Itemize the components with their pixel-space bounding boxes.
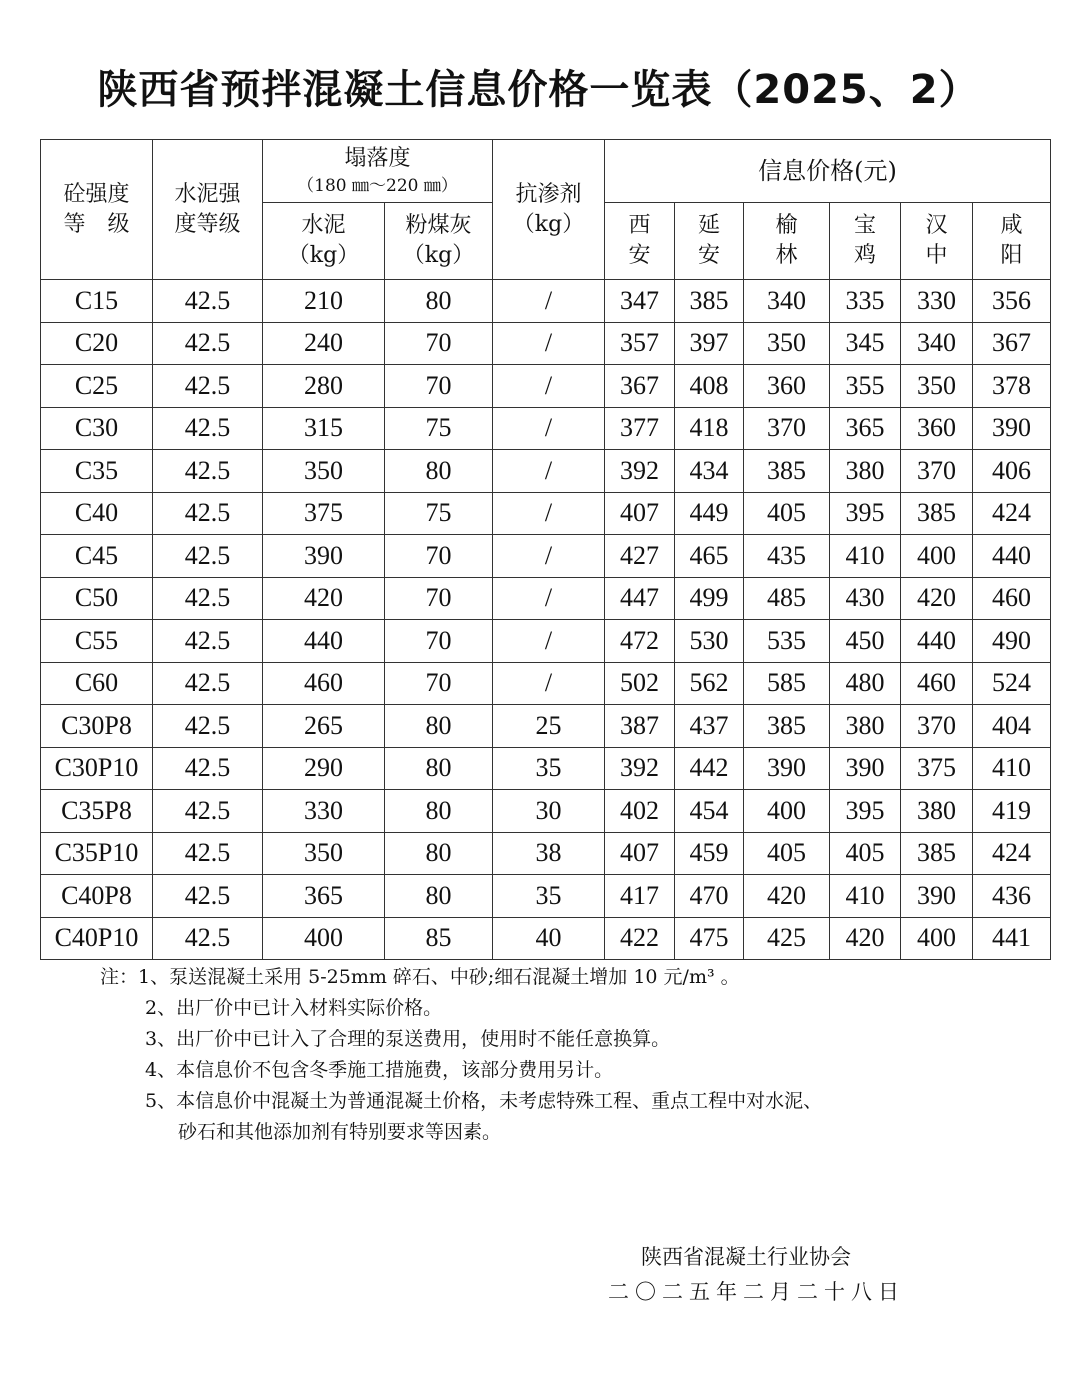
table-cell: 460: [901, 662, 973, 705]
table-cell: 70: [385, 577, 493, 620]
table-cell: 375: [263, 492, 385, 535]
header-city-baoji: 宝 鸡: [830, 203, 901, 280]
table-cell: 42.5: [153, 790, 263, 833]
header-cement-grade: 水泥强 度等级: [153, 140, 263, 280]
table-cell: 562: [675, 662, 744, 705]
table-cell: 405: [744, 832, 830, 875]
table-cell: 407: [605, 492, 675, 535]
table-cell: 70: [385, 662, 493, 705]
table-cell: 355: [830, 365, 901, 408]
table-row: [41, 322, 1051, 365]
table-cell: 380: [830, 450, 901, 493]
table-cell: C40: [41, 492, 153, 535]
table-cell: 424: [973, 832, 1051, 875]
table-cell: 390: [744, 747, 830, 790]
table-cell: 280: [263, 365, 385, 408]
table-cell: 42.5: [153, 875, 263, 918]
note-line: 注：1、泵送混凝土采用 5-25mm 碎石、中砂;细石混凝土增加 10 元/m³ 。: [100, 966, 740, 988]
table-cell: 25: [493, 705, 605, 748]
table-cell: 390: [901, 875, 973, 918]
table-row: [41, 577, 1051, 620]
table-row: [41, 365, 1051, 408]
table-cell: 378: [973, 365, 1051, 408]
table-cell: C35P8: [41, 790, 153, 833]
table-cell: 400: [263, 917, 385, 960]
table-cell: 422: [605, 917, 675, 960]
table-cell: 530: [675, 620, 744, 663]
table-cell: 30: [493, 790, 605, 833]
table-cell: 75: [385, 492, 493, 535]
table-cell: 350: [263, 832, 385, 875]
table-cell: 340: [744, 280, 830, 323]
note-line: 5、本信息价中混凝土为普通混凝土价格，未考虑特殊工程、重点工程中对水泥、: [145, 1090, 823, 1112]
table-cell: C25: [41, 365, 153, 408]
table-cell: 42.5: [153, 450, 263, 493]
table-cell: 35: [493, 875, 605, 918]
table-row: [41, 662, 1051, 705]
table-cell: /: [493, 365, 605, 408]
table-cell: /: [493, 492, 605, 535]
table-row: [41, 875, 1051, 918]
table-cell: 335: [830, 280, 901, 323]
table-cell: 356: [973, 280, 1051, 323]
table-cell: 472: [605, 620, 675, 663]
table-cell: /: [493, 322, 605, 365]
table-cell: 460: [263, 662, 385, 705]
table-cell: 585: [744, 662, 830, 705]
table-cell: 42.5: [153, 365, 263, 408]
table-cell: 454: [675, 790, 744, 833]
table-cell: 70: [385, 365, 493, 408]
table-row: [41, 790, 1051, 833]
table-cell: 330: [901, 280, 973, 323]
table-cell: C35P10: [41, 832, 153, 875]
notes: [100, 962, 822, 1148]
table-cell: 418: [675, 407, 744, 450]
table-cell: 400: [901, 535, 973, 578]
table-cell: 410: [830, 875, 901, 918]
table-cell: 490: [973, 620, 1051, 663]
table-cell: 385: [744, 450, 830, 493]
table-cell: 535: [744, 620, 830, 663]
header-cement: 水泥 （kg）: [263, 203, 385, 280]
table-cell: 370: [744, 407, 830, 450]
table-cell: 405: [830, 832, 901, 875]
table-cell: 405: [744, 492, 830, 535]
table-cell: 290: [263, 747, 385, 790]
table-cell: C30P10: [41, 747, 153, 790]
table-cell: 70: [385, 535, 493, 578]
table-cell: 465: [675, 535, 744, 578]
table-cell: 420: [901, 577, 973, 620]
table-cell: 70: [385, 620, 493, 663]
table-cell: 425: [744, 917, 830, 960]
price-table: [40, 139, 1051, 960]
table-cell: 42.5: [153, 577, 263, 620]
table-cell: 42.5: [153, 662, 263, 705]
table-cell: 485: [744, 577, 830, 620]
table-cell: 480: [830, 662, 901, 705]
table-cell: 395: [830, 492, 901, 535]
table-cell: 350: [744, 322, 830, 365]
header-antiseep: 抗渗剂 （kg）: [493, 140, 605, 280]
table-cell: 427: [605, 535, 675, 578]
table-cell: 385: [901, 492, 973, 535]
signature-org: 陕西省混凝土行业协会: [641, 1245, 851, 1269]
table-cell: 42.5: [153, 407, 263, 450]
table-row: [41, 535, 1051, 578]
table-cell: 459: [675, 832, 744, 875]
table-cell: 435: [744, 535, 830, 578]
table-cell: 365: [830, 407, 901, 450]
table-cell: 42.5: [153, 280, 263, 323]
table-cell: C30P8: [41, 705, 153, 748]
table-cell: 42.5: [153, 322, 263, 365]
table-cell: 367: [605, 365, 675, 408]
table-cell: 85: [385, 917, 493, 960]
table-cell: 345: [830, 322, 901, 365]
table-cell: 350: [263, 450, 385, 493]
note-line: 砂石和其他添加剂有特别要求等因素。: [178, 1121, 502, 1143]
table-cell: /: [493, 535, 605, 578]
table-cell: 340: [901, 322, 973, 365]
header-grade: 砼强度 等 级: [41, 140, 153, 280]
note-line: 3、出厂价中已计入了合理的泵送费用，使用时不能任意换算。: [145, 1028, 671, 1050]
table-row: [41, 492, 1051, 535]
table-cell: 524: [973, 662, 1051, 705]
table-cell: C45: [41, 535, 153, 578]
table-cell: 437: [675, 705, 744, 748]
note-line: 4、本信息价不包含冬季施工措施费，该部分费用另计。: [145, 1059, 614, 1081]
table-cell: 390: [263, 535, 385, 578]
table-cell: 38: [493, 832, 605, 875]
table-cell: 265: [263, 705, 385, 748]
page-title: 陕西省预拌混凝土信息价格一览表（2025、2）: [97, 67, 980, 113]
table-cell: 420: [263, 577, 385, 620]
table-cell: 347: [605, 280, 675, 323]
table-row: [41, 620, 1051, 663]
table-cell: 380: [901, 790, 973, 833]
table-cell: 370: [901, 450, 973, 493]
table-cell: 80: [385, 705, 493, 748]
table-row: [41, 832, 1051, 875]
table-cell: 440: [901, 620, 973, 663]
header-slump: 塌落度 （180 ㎜～220 ㎜）: [263, 140, 493, 203]
table-cell: 390: [830, 747, 901, 790]
table-cell: /: [493, 662, 605, 705]
table-cell: 420: [744, 875, 830, 918]
table-cell: 330: [263, 790, 385, 833]
header-city-hanzhong: 汉 中: [901, 203, 973, 280]
table-cell: 315: [263, 407, 385, 450]
table-cell: 210: [263, 280, 385, 323]
table-cell: 240: [263, 322, 385, 365]
table-cell: C50: [41, 577, 153, 620]
table-cell: 424: [973, 492, 1051, 535]
table-cell: /: [493, 280, 605, 323]
table-cell: 42.5: [153, 747, 263, 790]
table-cell: 80: [385, 450, 493, 493]
table-cell: 436: [973, 875, 1051, 918]
header-flyash: 粉煤灰 （kg）: [385, 203, 493, 280]
table-cell: 42.5: [153, 492, 263, 535]
table-cell: C15: [41, 280, 153, 323]
table-cell: 442: [675, 747, 744, 790]
table-cell: C35: [41, 450, 153, 493]
table-cell: 440: [263, 620, 385, 663]
table-cell: 390: [973, 407, 1051, 450]
table-cell: 365: [263, 875, 385, 918]
table-cell: 42.5: [153, 705, 263, 748]
table-cell: 441: [973, 917, 1051, 960]
table-cell: 70: [385, 322, 493, 365]
header-city-yanan: 延 安: [675, 203, 744, 280]
header-price: 信息价格(元): [605, 140, 1051, 203]
table-row: [41, 280, 1051, 323]
table-cell: 370: [901, 705, 973, 748]
table-row: [41, 407, 1051, 450]
table-cell: C30: [41, 407, 153, 450]
table-cell: 400: [901, 917, 973, 960]
table-cell: C20: [41, 322, 153, 365]
table-row: [41, 450, 1051, 493]
table-cell: 499: [675, 577, 744, 620]
table-cell: 80: [385, 747, 493, 790]
table-cell: /: [493, 450, 605, 493]
table-row: [41, 705, 1051, 748]
header-city-xianyang: 咸 阳: [973, 203, 1051, 280]
table-cell: 430: [830, 577, 901, 620]
table-cell: /: [493, 407, 605, 450]
table-cell: 350: [901, 365, 973, 408]
table-cell: 357: [605, 322, 675, 365]
table-cell: 408: [675, 365, 744, 408]
table-cell: 80: [385, 790, 493, 833]
table-cell: C40P8: [41, 875, 153, 918]
table-cell: 397: [675, 322, 744, 365]
table-cell: 402: [605, 790, 675, 833]
table-cell: 42.5: [153, 917, 263, 960]
table-cell: /: [493, 620, 605, 663]
table-cell: 80: [385, 832, 493, 875]
header-city-yulin: 榆 林: [744, 203, 830, 280]
table-cell: 447: [605, 577, 675, 620]
table-cell: 406: [973, 450, 1051, 493]
table-cell: C40P10: [41, 917, 153, 960]
table-cell: 407: [605, 832, 675, 875]
table-cell: 360: [744, 365, 830, 408]
table-cell: 392: [605, 747, 675, 790]
table-cell: 434: [675, 450, 744, 493]
table-cell: 460: [973, 577, 1051, 620]
table-cell: 42.5: [153, 832, 263, 875]
table-cell: 380: [830, 705, 901, 748]
table-cell: /: [493, 577, 605, 620]
table-cell: 42.5: [153, 620, 263, 663]
table-cell: 360: [901, 407, 973, 450]
table-cell: 40: [493, 917, 605, 960]
table-row: [41, 747, 1051, 790]
table-cell: 42.5: [153, 535, 263, 578]
table-cell: 502: [605, 662, 675, 705]
table-cell: 417: [605, 875, 675, 918]
table-row: [41, 917, 1051, 960]
table-cell: 410: [830, 535, 901, 578]
table-cell: 35: [493, 747, 605, 790]
table-cell: 449: [675, 492, 744, 535]
table-cell: 385: [675, 280, 744, 323]
table-cell: 410: [973, 747, 1051, 790]
table-cell: 367: [973, 322, 1051, 365]
table-cell: 80: [385, 875, 493, 918]
table-cell: 404: [973, 705, 1051, 748]
table-cell: 475: [675, 917, 744, 960]
table-cell: 385: [901, 832, 973, 875]
table-cell: 392: [605, 450, 675, 493]
table-cell: 377: [605, 407, 675, 450]
table-cell: 387: [605, 705, 675, 748]
table-cell: 400: [744, 790, 830, 833]
table-cell: 375: [901, 747, 973, 790]
table-cell: 75: [385, 407, 493, 450]
table-cell: 80: [385, 280, 493, 323]
table-cell: C60: [41, 662, 153, 705]
note-line: 2、出厂价中已计入材料实际价格。: [145, 997, 443, 1019]
table-cell: C55: [41, 620, 153, 663]
signature-date: 二〇二五年二月二十八日: [608, 1280, 905, 1304]
table-cell: 420: [830, 917, 901, 960]
table-cell: 470: [675, 875, 744, 918]
table-cell: 450: [830, 620, 901, 663]
table-cell: 385: [744, 705, 830, 748]
header-city-xian: 西 安: [605, 203, 675, 280]
table-cell: 395: [830, 790, 901, 833]
table-cell: 419: [973, 790, 1051, 833]
table-cell: 440: [973, 535, 1051, 578]
